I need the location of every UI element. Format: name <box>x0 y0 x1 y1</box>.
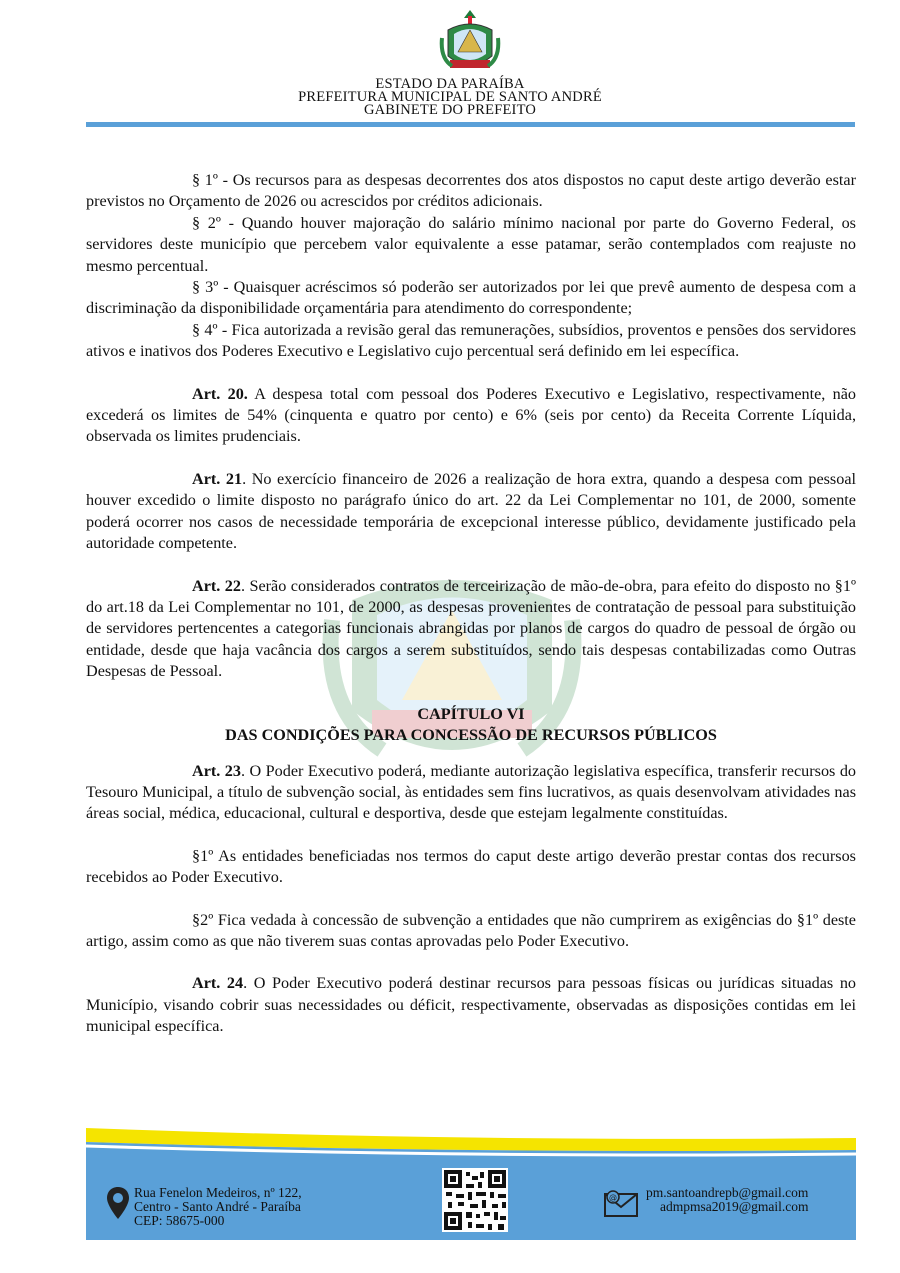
svg-text:@: @ <box>609 1193 617 1202</box>
article-24-text: . O Poder Executivo poderá destinar recursos para pessoas físicas ou jurídicas situadas no Município, visando cobrir suas necessidades ou déficit, respectivamente, observadas as disposições contidas em lei municipal específica. <box>86 974 857 1036</box>
email-icon <box>604 1190 638 1218</box>
address-line-1: Rua Fenelon Medeiros, nº 122, <box>134 1185 302 1200</box>
article-22 <box>86 576 856 683</box>
qr-code-icon <box>442 1168 508 1232</box>
chapter-number: CAPÍTULO VI <box>417 704 525 723</box>
article-20 <box>86 384 856 448</box>
article-23-label: Art. 23 <box>192 761 241 780</box>
paragraph-2: § 2º - Quando houver majoração do salário mínimo nacional por parte do Governo Federal, os servidores deste município que percebem valor equivalente a esse patamar, serão contemplados com reajuste no mesmo percentual. <box>86 213 856 275</box>
article-21-label: Art. 21 <box>192 469 243 488</box>
address-line-2: Centro - Santo André - Paraíba <box>134 1199 301 1214</box>
location-pin-icon <box>106 1186 130 1220</box>
article-22-label: Art. 22 <box>192 576 241 595</box>
header-state: ESTADO DA PARAÍBA <box>375 76 525 92</box>
article-24-label: Art. 24 <box>192 974 244 993</box>
page-header <box>0 0 900 135</box>
paragraph-4: § 4º - Fica autorizada a revisão geral das remunerações, subsídios, proventos e pensões dos servidores ativos e inativos dos Poderes Executivo e Legislativo cujo percentual será definido em lei específica. <box>86 320 856 361</box>
article-23-paragraph-1: §1º As entidades beneficiadas nos termos do caput deste artigo deverão prestar contas dos recursos recebidos ao Poder Executivo. <box>86 846 856 887</box>
article-21 <box>86 469 856 555</box>
article-20-text: A despesa total com pessoal dos Poderes Executivo e Legislativo, respectivamente, não excederá os limites de 54% (cinquenta e quatro por cento) e 6% (seis por cento) da Receita Corrente Líquida, observada os limites prudenciais. <box>86 384 857 446</box>
article-22-text: . Serão considerados contratos de terceirização de mão-de-obra, para efeito do disposto no §1º do art.18 da Lei Complementar no 101, de 2000, as despesas provenientes de contratação de pessoal para substituição de servidores pertencentes a categorias funcionais abrangidas por planos de cargos do quadro de pessoal de órgão ou entidade, desde que haja vacância dos cargos a serem substituídos, sendo tais despesas contabilizadas como Outras Despesas de Pessoal. <box>86 576 856 681</box>
footer-address <box>134 1186 302 1228</box>
header-rule <box>86 122 855 127</box>
article-23-paragraph-2: §2º Fica vedada à concessão de subvenção a entidades que não cumprirem as exigências do §1º deste artigo, assim como as que não tiverem suas contas aprovadas pelo Poder Executivo. <box>86 910 856 950</box>
paragraph-1: § 1º - Os recursos para as despesas decorrentes dos atos dispostos no caput deste artigo deverão estar previstos no Orçamento de 2026 ou acrescidos por créditos adicionais. <box>86 171 856 211</box>
article-20-label: Art. 20. <box>192 384 248 403</box>
footer-emails <box>646 1186 809 1214</box>
article-23-text: . O Poder Executivo poderá, mediante autorização legislativa específica, transferir recursos do Tesouro Municipal, a título de subvenção social, às entidades sem fins lucrativos, as quais desenvolvam atividades nas áreas social, médica, educacional, cultural e desportiva, desde que estejam legalmente constituídas. <box>86 761 857 823</box>
article-24 <box>86 973 856 1037</box>
chapter-title: DAS CONDIÇÕES PARA CONCESSÃO DE RECURSOS PÚBLICOS <box>225 725 717 744</box>
email-1: pm.santoandrepb@gmail.com <box>646 1185 809 1200</box>
paragraph-3: § 3º - Quaisquer acréscimos só poderão ser autorizados por lei que prevê aumento de despesa com a discriminação da disponibilidade orçamentária para atendimento do correspondente; <box>86 278 856 318</box>
header-gabinete: GABINETE DO PREFEITO <box>363 102 537 118</box>
email-2: admpmsa2019@gmail.com <box>660 1199 809 1214</box>
document-body <box>86 170 856 1038</box>
article-21-text: . No exercício financeiro de 2026 a realização de hora extra, quando a despesa com pessoal houver excedido o limite disposto no parágrafo único do art. 22 da Lei Complementar no 101, de 2000, somente poderá ocorrer nos casos de necessidade temporária de excepcional interesse público, devidamente justificado pela autoridade competente. <box>86 469 856 553</box>
article-23 <box>86 761 856 825</box>
address-line-3: CEP: 58675-000 <box>134 1213 225 1228</box>
municipal-crest-icon <box>438 8 502 80</box>
header-prefeitura: PREFEITURA MUNICIPAL DE SANTO ANDRÉ <box>298 89 602 105</box>
page-footer <box>86 1120 856 1240</box>
